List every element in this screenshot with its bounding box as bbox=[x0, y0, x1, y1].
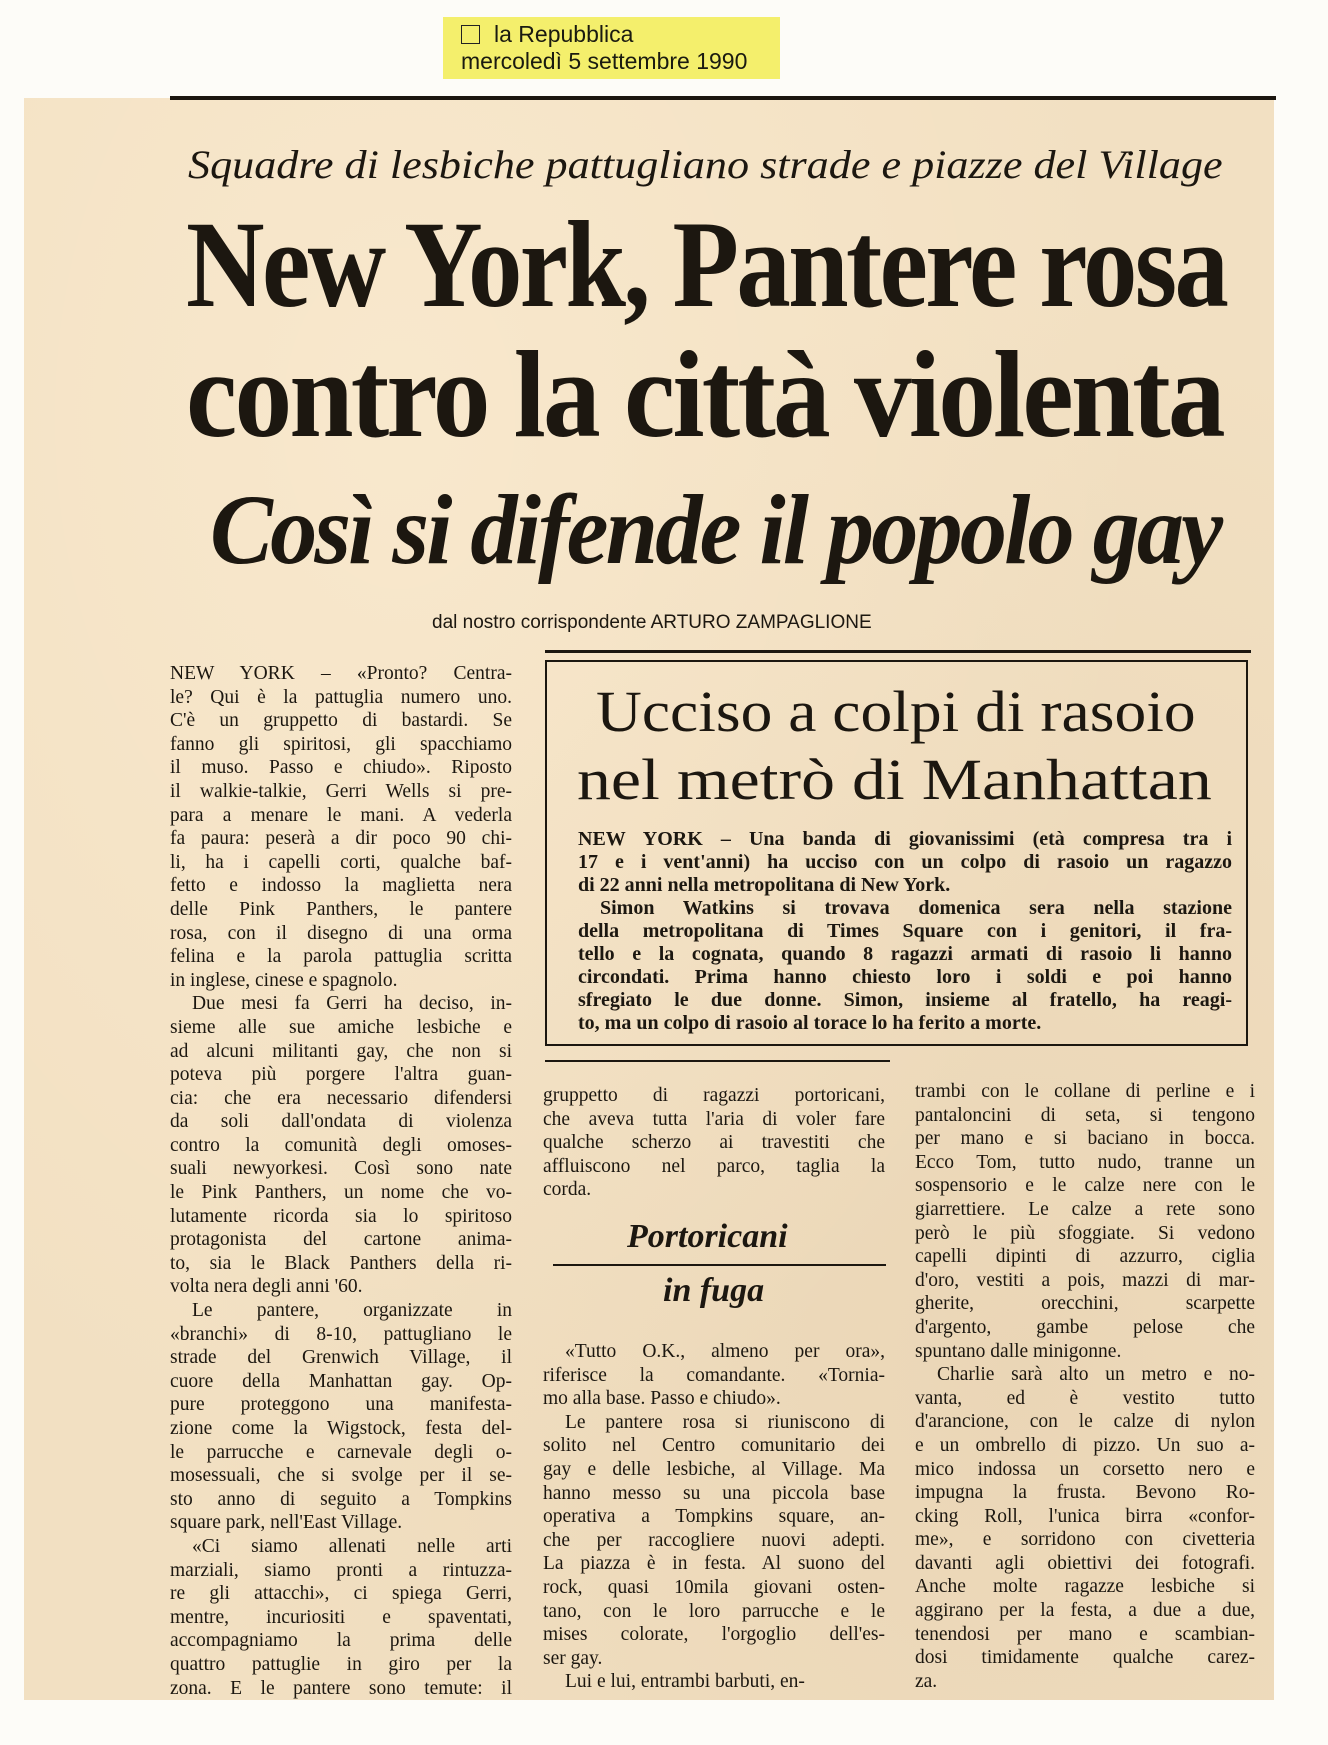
boxed-headline-line-1: Ucciso a colpi di rasoio bbox=[596, 679, 1196, 744]
text-line: square park, nell'East Village. bbox=[170, 1512, 403, 1534]
text-line: cking Roll, l'unica birra «confor- bbox=[915, 1505, 1255, 1527]
text-line: mosessuali, che si svolge per il se- bbox=[170, 1465, 512, 1487]
text-line: le? Qui è la pattuglia numero uno. bbox=[170, 686, 512, 708]
text-line: Lui e lui, entrambi barbuti, en- bbox=[565, 1671, 805, 1693]
text-line: il walkie-talkie, Gerri Wells si pre- bbox=[170, 780, 512, 802]
text-line: suali newyorkesi. Così sono nate bbox=[170, 1158, 512, 1180]
text-line: riferisce la comandante. «Tornia- bbox=[543, 1364, 885, 1386]
text-line: circondati. Prima hanno chiesto loro i soldi e poi hanno bbox=[578, 966, 1232, 988]
text-line: lutamente ricorda sia lo spiritoso bbox=[170, 1205, 512, 1227]
text-line: d'oro, vestiti a pois, mazzi di mar- bbox=[915, 1269, 1255, 1291]
text-line: e un ombrello di pizzo. Un suo a- bbox=[915, 1434, 1255, 1456]
text-line: le Pink Panthers, un nome che vo- bbox=[170, 1182, 512, 1204]
text-line: to, ma un colpo di rasoio al torace lo ha ferito a morte. bbox=[578, 1012, 1042, 1034]
text-line: accompagniamo la prima delle bbox=[170, 1630, 512, 1652]
text-line: «branchi» di 8-10, pattugliano le bbox=[170, 1323, 512, 1345]
text-line: d'argento, gambe pelose che bbox=[915, 1316, 1255, 1338]
text-line: da soli dall'ondata di violenza bbox=[170, 1111, 512, 1133]
text-line: strade del Grenwich Village, il bbox=[170, 1347, 512, 1369]
article-column-3 bbox=[915, 1080, 1255, 1693]
article-column-1 bbox=[170, 662, 512, 1700]
text-line: Ecco Tom, tutto nudo, tranne un bbox=[915, 1151, 1255, 1173]
article-column-2-bottom bbox=[543, 1340, 885, 1694]
text-line: le parrucche e carnevale degli o- bbox=[170, 1441, 512, 1463]
text-line: fa paura: peserà a dir poco 90 chi- bbox=[170, 828, 512, 850]
boxed-article-body bbox=[578, 828, 1232, 1035]
text-line: za. bbox=[915, 1670, 938, 1692]
section-heading-line-2: in fuga bbox=[663, 1272, 765, 1309]
text-line: tenendosi per mano e scambian- bbox=[915, 1623, 1255, 1645]
text-line: marziali, siamo pronti a rintuzza- bbox=[170, 1559, 512, 1581]
text-line: gay e delle lesbiche, al Village. Ma bbox=[543, 1458, 885, 1480]
text-line: gruppetto di ragazzi portoricani, bbox=[543, 1085, 885, 1106]
text-line: che per raccogliere nuovi adepti. bbox=[543, 1529, 885, 1551]
text-line: aggirano per la festa, a due a due, bbox=[915, 1600, 1255, 1622]
text-line: però le più sfoggiate. Si vedono bbox=[915, 1222, 1255, 1244]
text-line: per mano e si baciano in bocca. bbox=[915, 1128, 1255, 1150]
text-line: «Ci siamo allenati nelle arti bbox=[192, 1535, 512, 1557]
text-line: li, ha i capelli corti, qualche baf- bbox=[170, 851, 512, 873]
clipping-label bbox=[443, 17, 780, 79]
text-line: re gli attacchi», ci spiega Gerri, bbox=[170, 1583, 512, 1605]
section-heading-line-1: Portoricani bbox=[627, 1218, 788, 1255]
text-line: mentre, incuriositi e spaventati, bbox=[170, 1606, 512, 1628]
text-line: dosi timidamente qualche carez- bbox=[915, 1647, 1255, 1669]
text-line: me», e sorridono con civetteria bbox=[915, 1529, 1255, 1551]
text-line: pure proteggono una manifesta- bbox=[170, 1394, 512, 1416]
text-line: cia: che era necessario difendersi bbox=[170, 1087, 512, 1109]
text-line: sospensorio e le calze nere con le bbox=[915, 1175, 1255, 1197]
text-line: Due mesi fa Gerri ha deciso, in- bbox=[192, 993, 512, 1015]
text-line: in inglese, cinese e spagnolo. bbox=[170, 969, 398, 991]
subheadline: Così si difende il popolo gay bbox=[210, 474, 1221, 585]
text-line: ad alcuni militanti gay, che non si bbox=[170, 1040, 512, 1062]
text-line: sto anno di seguito a Tompkins bbox=[170, 1488, 512, 1510]
text-line: La piazza è in festa. Al suono del bbox=[543, 1553, 885, 1575]
text-line: rosa, con il disegno di una orma bbox=[170, 922, 512, 944]
text-line: davanti agli obiettivi dei fotografi. bbox=[915, 1552, 1255, 1574]
text-line: protagonista del cartone anima- bbox=[170, 1229, 512, 1251]
text-line: trambi con le collane di perline e i bbox=[915, 1081, 1255, 1102]
text-line: hanno messo su una piccola base bbox=[543, 1482, 885, 1504]
text-line: delle Pink Panthers, le pantere bbox=[170, 898, 512, 920]
text-line: corda. bbox=[543, 1179, 592, 1201]
text-line: mises colorate, l'orgoglio dell'es- bbox=[543, 1624, 885, 1646]
text-line: della metropolitana di Times Square con i genitori, il fra- bbox=[578, 920, 1232, 942]
text-line: to, sia le Black Panthers della ri- bbox=[170, 1252, 512, 1274]
text-line: gherite, orecchini, scarpette bbox=[915, 1293, 1255, 1315]
text-line: volta nera degli anni '60. bbox=[170, 1276, 363, 1298]
text-line: para a menare le mani. A vederla bbox=[170, 804, 512, 826]
text-line: cuore della Manhattan gay. Op- bbox=[170, 1370, 512, 1392]
text-line: Charlie sarà alto un metro e no- bbox=[937, 1364, 1255, 1386]
text-line: NEW YORK – «Pronto? Centra- bbox=[170, 663, 512, 684]
text-line: Anche molte ragazze lesbiche si bbox=[915, 1576, 1255, 1598]
column-rule bbox=[545, 650, 1251, 653]
section-heading-rule bbox=[553, 1264, 886, 1266]
text-line: pantaloncini di seta, si tengono bbox=[915, 1104, 1255, 1126]
text-line: affluiscono nel parco, taglia la bbox=[543, 1155, 885, 1177]
text-line: che aveva tutta l'aria di voler fare bbox=[543, 1108, 885, 1130]
text-line: spuntano dalle minigonne. bbox=[915, 1340, 1122, 1362]
text-line: zione come la Wigstock, festa del- bbox=[170, 1418, 512, 1439]
text-line: rock, quasi 10mila giovani osten- bbox=[543, 1576, 885, 1598]
text-line: fanno gli spiritosi, gli spacchiamo bbox=[170, 733, 512, 755]
text-line: contro la comunità degli omoses- bbox=[170, 1134, 512, 1156]
text-line: «Tutto O.K., almeno per ora», bbox=[565, 1341, 885, 1362]
top-rule bbox=[170, 96, 1276, 100]
text-line: tello e la cognata, quando 8 ragazzi armati di rasoio li hanno bbox=[578, 943, 1232, 965]
text-line: ser gay. bbox=[543, 1647, 603, 1669]
text-line: d'arancione, con le calze di nylon bbox=[915, 1411, 1255, 1433]
text-line: zona. E le pantere sono temute: il bbox=[170, 1677, 512, 1699]
text-line: impugna la frusta. Bevono Ro- bbox=[915, 1482, 1255, 1504]
text-line: vanta, ed è vestito tutto bbox=[915, 1387, 1255, 1409]
headline-line-2: contro la città violenta bbox=[186, 326, 1223, 463]
text-line: mico indossa un corsetto nero e bbox=[915, 1458, 1255, 1480]
text-line: di 22 anni nella metropolitana di New York. bbox=[578, 874, 951, 896]
text-line: mo alla base. Passo e chiudo». bbox=[543, 1388, 781, 1410]
text-line: sfregiato le due donne. Simon, insieme al fratello, ha reagi- bbox=[578, 989, 1232, 1011]
text-line: capelli dipinti di azzurro, ciglia bbox=[915, 1246, 1255, 1268]
publication-date: mercoledì 5 settembre 1990 bbox=[461, 48, 748, 74]
text-line: felina e la parola pattuglia scritta bbox=[170, 946, 512, 968]
text-line: giarrettiere. Le calze a rete sono bbox=[915, 1198, 1255, 1220]
text-line: operativa a Tompkins square, an- bbox=[543, 1506, 885, 1528]
text-line: qualche scherzo ai travestiti che bbox=[543, 1132, 885, 1154]
article-column-2-top bbox=[543, 1084, 885, 1202]
text-line: tano, con le loro parrucche e le bbox=[543, 1600, 885, 1622]
newspaper-name: la Repubblica bbox=[494, 21, 634, 47]
text-line: quattro pattuglie in giro per la bbox=[170, 1653, 512, 1675]
text-line: fetto e indosso la maglietta nera bbox=[170, 875, 512, 897]
text-line: Simon Watkins si trovava domenica sera nella stazione bbox=[600, 897, 1232, 919]
text-line: NEW YORK – Una banda di giovanissimi (età compresa tra i bbox=[578, 828, 1232, 850]
text-line: il muso. Passo e chiudo». Riposto bbox=[170, 757, 512, 779]
text-line: solito nel Centro comunitario dei bbox=[543, 1435, 885, 1457]
checkbox-square-icon bbox=[461, 25, 480, 44]
text-line: C'è un gruppetto di bastardi. Se bbox=[170, 710, 512, 732]
boxed-headline-line-2: nel metrò di Manhattan bbox=[577, 747, 1212, 812]
column-rule bbox=[545, 1060, 890, 1062]
text-line: Le pantere, organizzate in bbox=[192, 1300, 512, 1322]
byline: dal nostro corrispondente ARTURO ZAMPAGLIONE bbox=[432, 612, 872, 633]
text-line: sieme alle sue amiche lesbiche e bbox=[170, 1016, 512, 1038]
headline-line-1: New York, Pantere rosa bbox=[186, 196, 1227, 333]
kicker: Squadre di lesbiche pattugliano strade e piazze del Village bbox=[188, 142, 1223, 187]
text-line: 17 e i vent'anni) ha ucciso con un colpo di rasoio un ragazzo bbox=[578, 851, 1232, 873]
text-line: Le pantere rosa si riuniscono di bbox=[565, 1411, 885, 1433]
text-line: poteva più porgere l'altra guan- bbox=[170, 1064, 512, 1086]
